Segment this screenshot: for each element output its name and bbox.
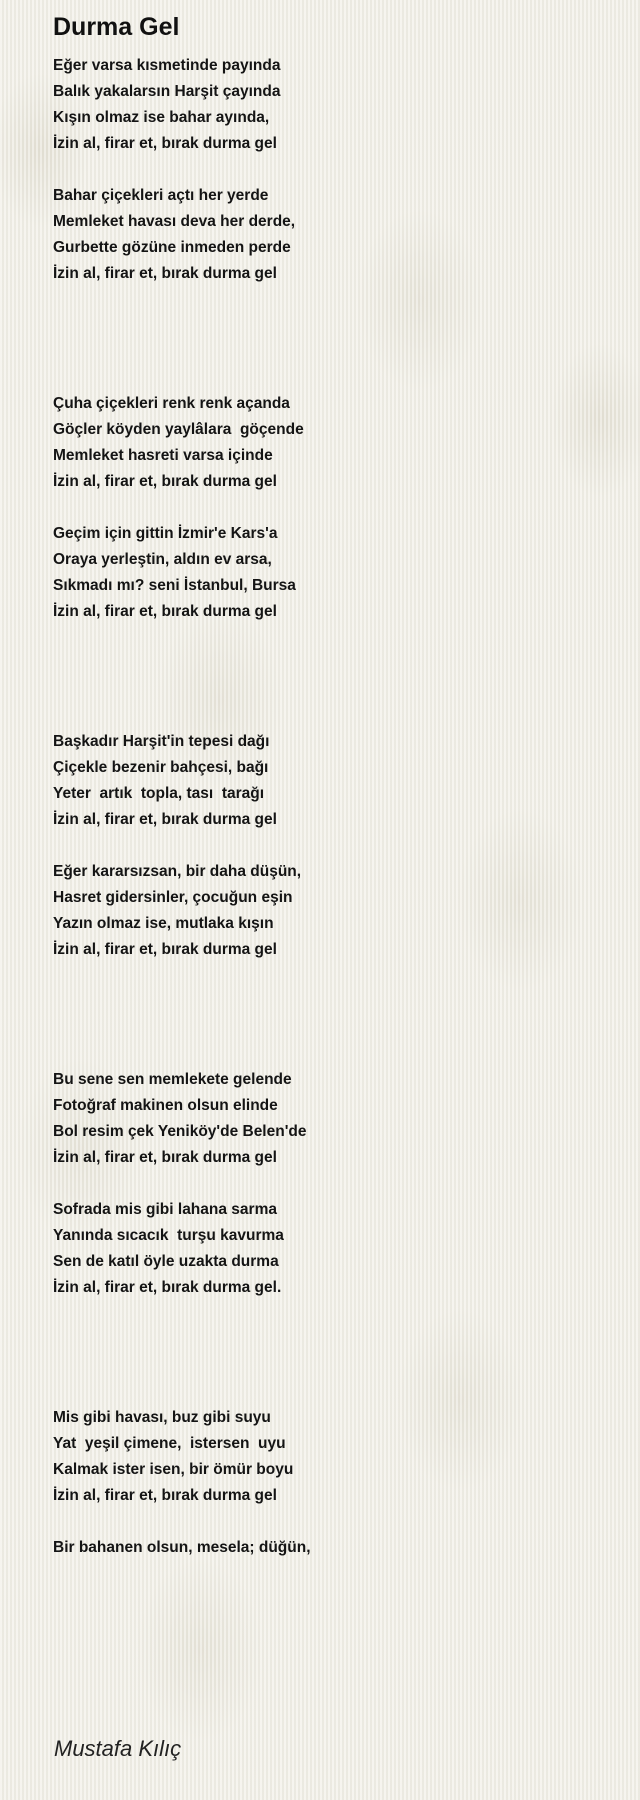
poem-line: Fotoğraf makinen olsun elinde [53,1097,278,1114]
poem-line: Bir bahanen olsun, mesela; düğün, [53,1539,311,1556]
poem-line: Kışın olmaz ise bahar ayında, [53,109,270,126]
poem-author: Mustafa Kılıç [54,1736,182,1761]
poem-line: Eğer kararsızsan, bir daha düşün, [53,863,302,880]
poem-line: Mis gibi havası, buz gibi suyu [53,1409,271,1426]
poem-stanza [53,729,613,833]
poem-line: Çiçekle bezenir bahçesi, bağı [53,759,269,776]
poem-content [53,12,613,1561]
poem-stanza [53,521,613,625]
poem-line: İzin al, firar et, bırak durma gel [53,1149,277,1166]
poem-line: Yanında sıcacık turşu kavurma [53,1227,284,1244]
poem-line: Yazın olmaz ise, mutlaka kışın [53,915,274,932]
poem-line: Geçim için gittin İzmir'e Kars'a [53,525,278,542]
poem-line: Sen de katıl öyle uzakta durma [53,1253,279,1270]
poem-line: Yeter artık topla, tası tarağı [53,785,265,802]
poem-line: Memleket havası deva her derde, [53,213,296,230]
poem-line: Kalmak ister isen, bir ömür boyu [53,1461,294,1478]
poem-stanza [53,183,613,287]
poem-line: Gurbette gözüne inmeden perde [53,239,291,256]
poem-title: Durma Gel [53,13,180,41]
poem-line: Sofrada mis gibi lahana sarma [53,1201,277,1218]
poem-stanza [53,1197,613,1301]
poem-line: Çuha çiçekleri renk renk açanda [53,395,290,412]
poem-line: Bahar çiçekleri açtı her yerde [53,187,269,204]
poem-line: İzin al, firar et, bırak durma gel [53,1487,277,1504]
poem-stanza [53,1405,613,1509]
poem-line: Başkadır Harşit'in tepesi dağı [53,733,270,750]
poem-line: İzin al, firar et, bırak durma gel [53,811,277,828]
poem-body [53,53,613,1561]
poem-line: Göçler köyden yaylâlara göçende [53,421,304,438]
poem-stanza [53,391,613,495]
poem-line: İzin al, firar et, bırak durma gel [53,941,277,958]
poem-line: Sıkmadı mı? seni İstanbul, Bursa [53,577,296,594]
poem-line: İzin al, firar et, bırak durma gel [53,473,277,490]
poem-line: Balık yakalarsın Harşit çayında [53,83,281,100]
poem-stanza [53,53,613,157]
poem-line: Bol resim çek Yeniköy'de Belen'de [53,1123,307,1140]
poem-stanza [53,1067,613,1171]
poem-line: İzin al, firar et, bırak durma gel [53,603,277,620]
poem-line: İzin al, firar et, bırak durma gel. [53,1279,282,1296]
poem-line: Eğer varsa kısmetinde payında [53,57,281,74]
poem-line: İzin al, firar et, bırak durma gel [53,135,277,152]
poem-line: Oraya yerleştin, aldın ev arsa, [53,551,272,568]
poem-line: Hasret gidersinler, çocuğun eşin [53,889,293,906]
poem-line: Yat yeşil çimene, istersen uyu [53,1435,286,1452]
poem-line: Memleket hasreti varsa içinde [53,447,273,464]
poem-stanza [53,859,613,963]
poem-line: Bu sene sen memlekete gelende [53,1071,292,1088]
poem-line: İzin al, firar et, bırak durma gel [53,265,277,282]
poem-stanza [53,1535,613,1561]
